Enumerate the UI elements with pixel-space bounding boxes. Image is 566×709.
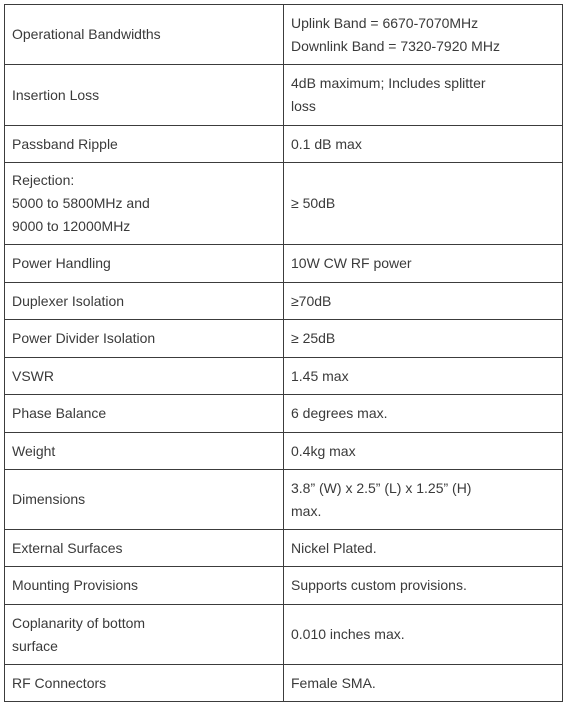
spec-label: Coplanarity of bottom surface xyxy=(5,605,284,665)
spec-value: 0.1 dB max xyxy=(284,126,563,163)
table-row xyxy=(5,283,563,320)
spec-value: ≥70dB xyxy=(284,283,563,320)
spec-value: 3.8” (W) x 2.5” (L) x 1.25” (H) max. xyxy=(284,470,563,530)
spec-label: Insertion Loss xyxy=(5,65,284,126)
table-row xyxy=(5,245,563,283)
table-row xyxy=(5,5,563,65)
spec-table xyxy=(4,4,563,702)
spec-value: ≥ 50dB xyxy=(284,163,563,245)
spec-value: 6 degrees max. xyxy=(284,395,563,433)
table-row xyxy=(5,530,563,567)
spec-value: 4dB maximum; Includes splitter loss xyxy=(284,65,563,126)
table-row xyxy=(5,605,563,665)
spec-label: Dimensions xyxy=(5,470,284,530)
spec-value: 0.4kg max xyxy=(284,433,563,470)
spec-label: Power Handling xyxy=(5,245,284,283)
spec-label: VSWR xyxy=(5,358,284,395)
spec-label: Power Divider Isolation xyxy=(5,320,284,358)
table-row xyxy=(5,65,563,126)
spec-value: 10W CW RF power xyxy=(284,245,563,283)
spec-label: Operational Bandwidths xyxy=(5,5,284,65)
spec-label: External Surfaces xyxy=(5,530,284,567)
spec-value: ≥ 25dB xyxy=(284,320,563,358)
spec-label: Phase Balance xyxy=(5,395,284,433)
spec-label: Passband Ripple xyxy=(5,126,284,163)
table-row xyxy=(5,665,563,702)
spec-label: Duplexer Isolation xyxy=(5,283,284,320)
table-row xyxy=(5,567,563,605)
spec-value: Female SMA. xyxy=(284,665,563,702)
table-row xyxy=(5,433,563,470)
table-row xyxy=(5,358,563,395)
spec-value: Nickel Plated. xyxy=(284,530,563,567)
spec-value: 0.010 inches max. xyxy=(284,605,563,665)
table-row xyxy=(5,395,563,433)
spec-label: Mounting Provisions xyxy=(5,567,284,605)
table-row xyxy=(5,320,563,358)
spec-label: RF Connectors xyxy=(5,665,284,702)
table-row xyxy=(5,163,563,245)
spec-value: Supports custom provisions. xyxy=(284,567,563,605)
table-row xyxy=(5,126,563,163)
spec-value: 1.45 max xyxy=(284,358,563,395)
table-row xyxy=(5,470,563,530)
spec-value: Uplink Band = 6670-7070MHz Downlink Band = 7320-7920 MHz xyxy=(284,5,563,65)
spec-label: Rejection: 5000 to 5800MHz and 9000 to 12000MHz xyxy=(5,163,284,245)
spec-label: Weight xyxy=(5,433,284,470)
